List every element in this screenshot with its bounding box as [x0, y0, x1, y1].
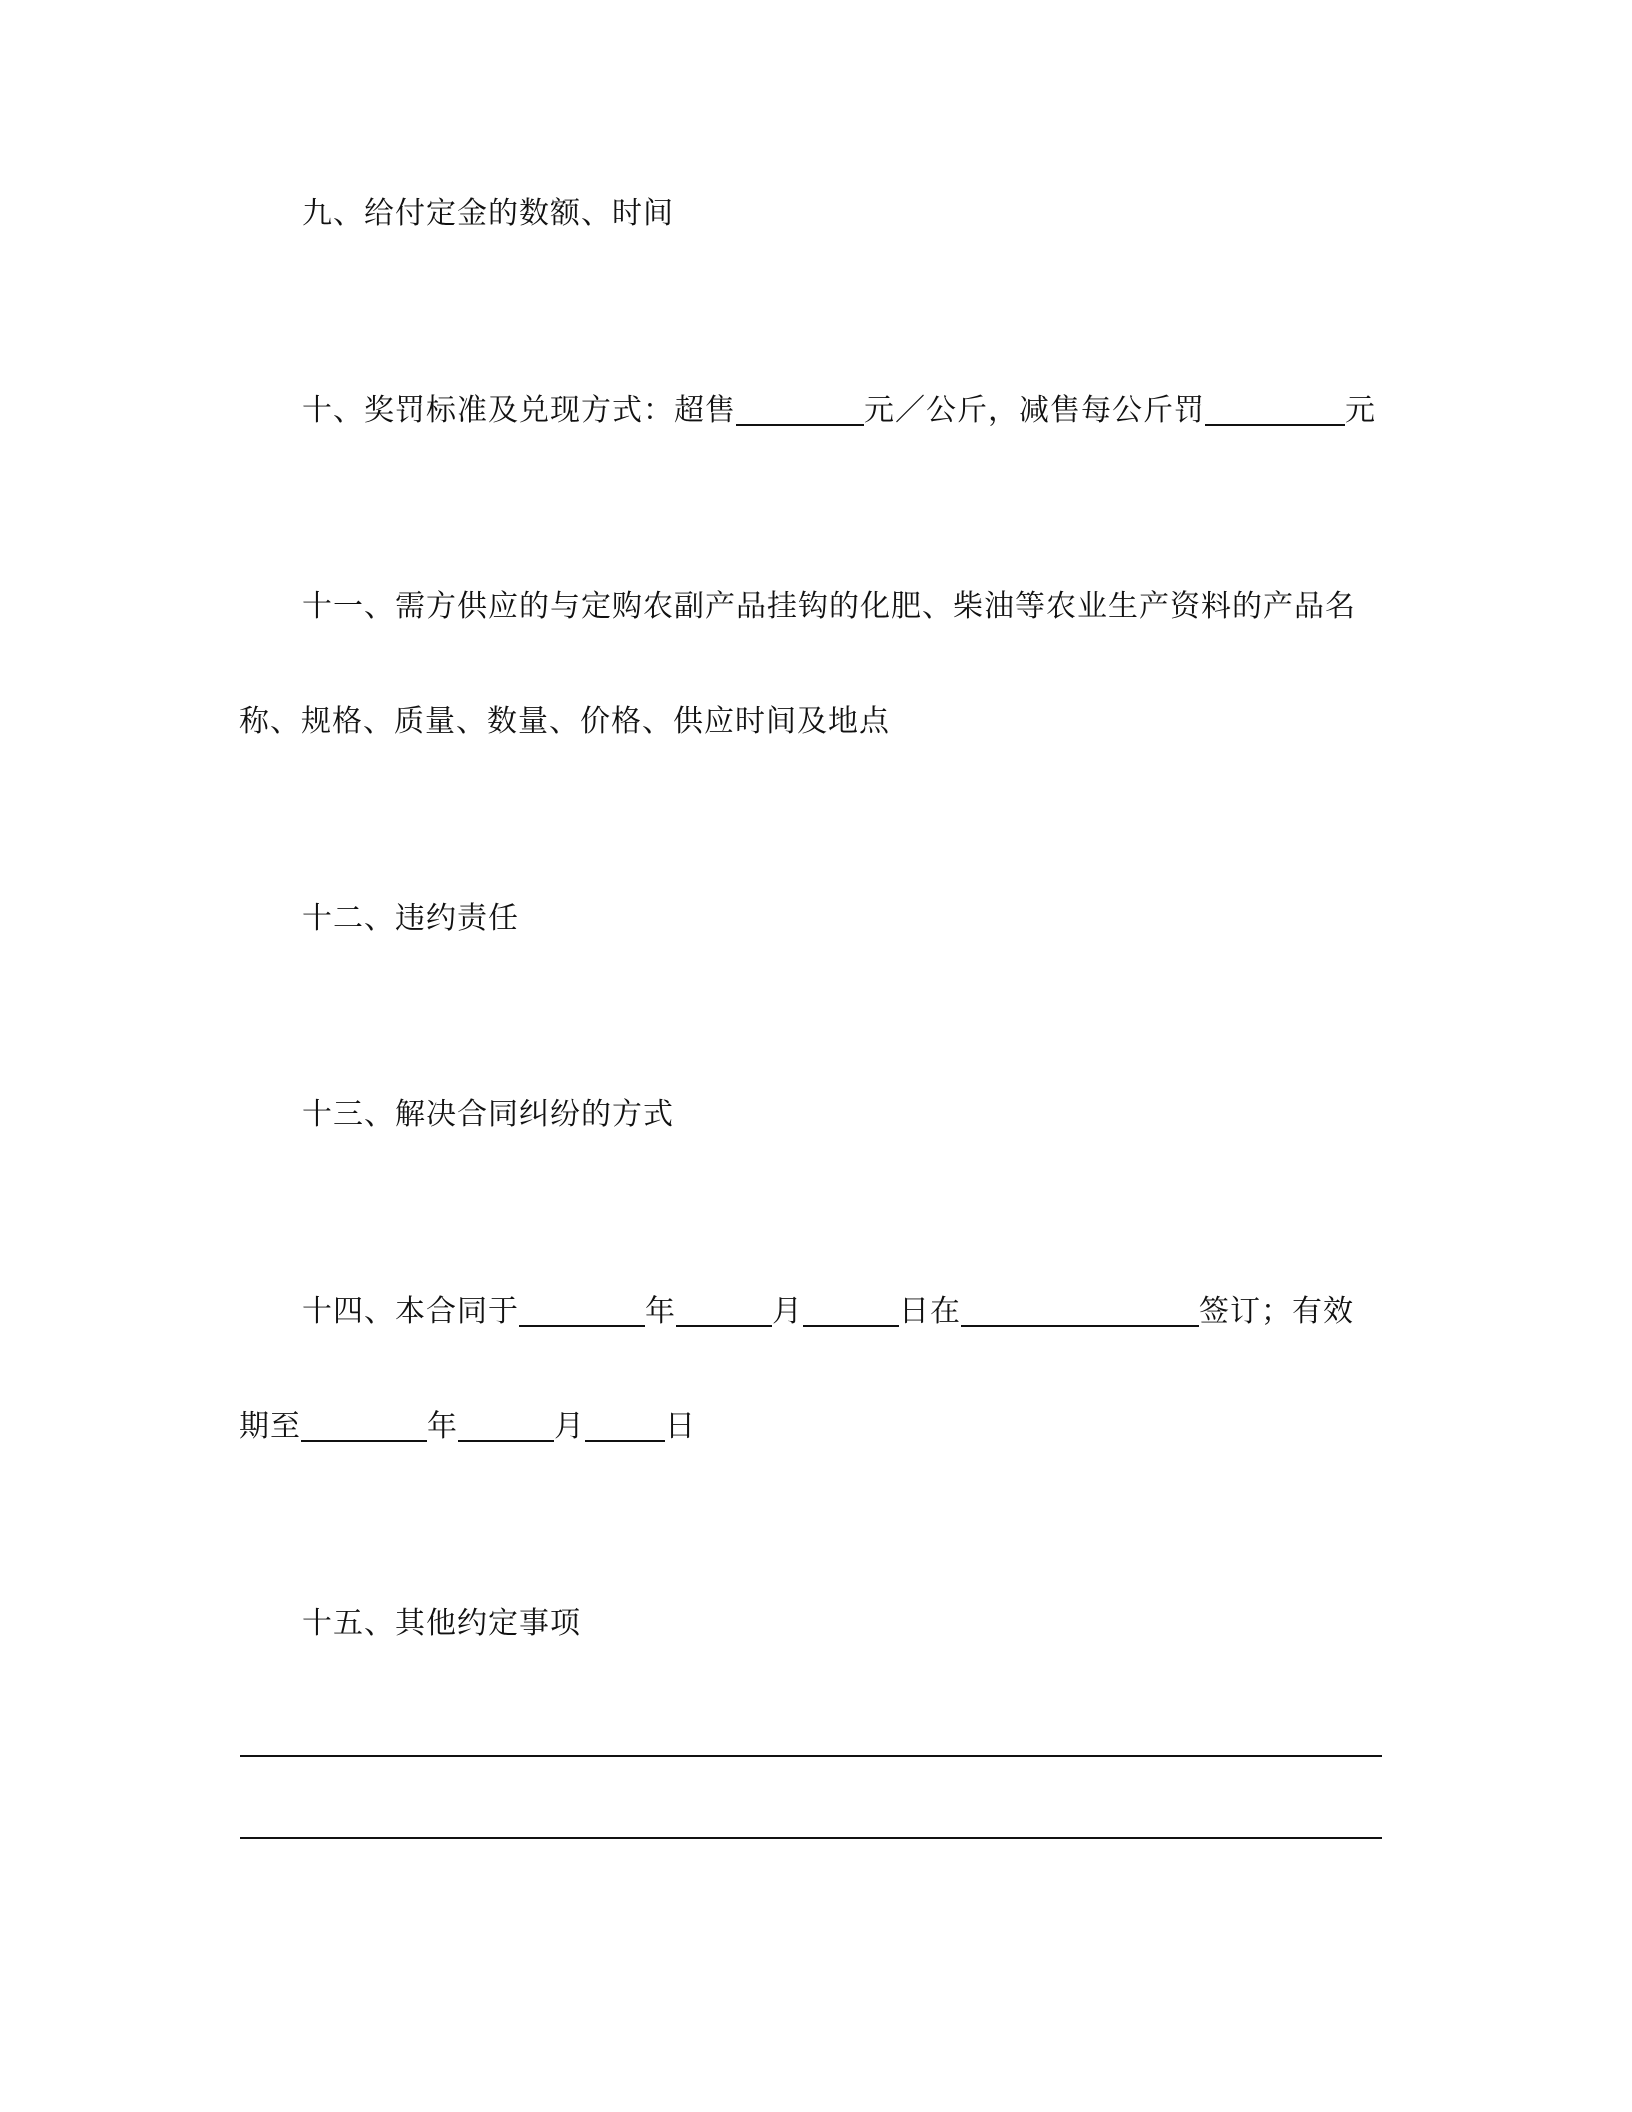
clause-9-text: 九、给付定金的数额、时间	[302, 196, 674, 231]
clause-12-text: 十二、违约责任	[302, 901, 519, 936]
clause-14-signed: 签订；有效	[1199, 1294, 1354, 1329]
sign-year-blank[interactable]	[519, 1295, 645, 1327]
clause-11-line-1	[302, 587, 1356, 627]
clause-10-suffix: 元	[1345, 393, 1376, 428]
clause-15-text: 十五、其他约定事项	[302, 1606, 581, 1641]
clause-14-month2: 月	[554, 1409, 585, 1444]
clause-10	[302, 391, 1376, 431]
clause-12	[302, 899, 519, 939]
expiry-day-blank[interactable]	[585, 1410, 665, 1442]
clause-9	[302, 194, 674, 234]
clause-13	[302, 1095, 674, 1135]
clause-13-text: 十三、解决合同纠纷的方式	[302, 1097, 674, 1132]
clause-14-day2: 日	[665, 1409, 696, 1444]
clause-11-text-2: 称、规格、质量、数量、价格、供应时间及地点	[239, 704, 890, 739]
oversale-reward-blank[interactable]	[736, 394, 864, 426]
clause-15	[302, 1604, 581, 1644]
clause-14-year: 年	[645, 1294, 676, 1329]
other-terms-line-1[interactable]	[240, 1755, 1382, 1757]
clause-14-prefix: 十四、本合同于	[302, 1294, 519, 1329]
clause-14-day-at: 日在	[899, 1294, 961, 1329]
clause-14-month: 月	[772, 1294, 803, 1329]
undersale-penalty-blank[interactable]	[1205, 394, 1345, 426]
other-terms-line-2[interactable]	[240, 1837, 1382, 1839]
clause-14-year2: 年	[427, 1409, 458, 1444]
clause-11-text-1: 十一、需方供应的与定购农副产品挂钩的化肥、柴油等农业生产资料的产品名	[302, 589, 1356, 624]
sign-month-blank[interactable]	[676, 1295, 772, 1327]
clause-11-line-2	[239, 702, 890, 742]
clause-10-prefix: 十、奖罚标准及兑现方式：超售	[302, 393, 736, 428]
clause-14-line-1	[302, 1292, 1354, 1332]
clause-10-mid: 元／公斤，减售每公斤罚	[864, 393, 1205, 428]
sign-day-blank[interactable]	[803, 1295, 899, 1327]
expiry-year-blank[interactable]	[301, 1410, 427, 1442]
clause-14-line-2	[239, 1407, 696, 1447]
expiry-month-blank[interactable]	[458, 1410, 554, 1442]
clause-14-until: 期至	[239, 1409, 301, 1444]
sign-place-blank[interactable]	[961, 1295, 1199, 1327]
